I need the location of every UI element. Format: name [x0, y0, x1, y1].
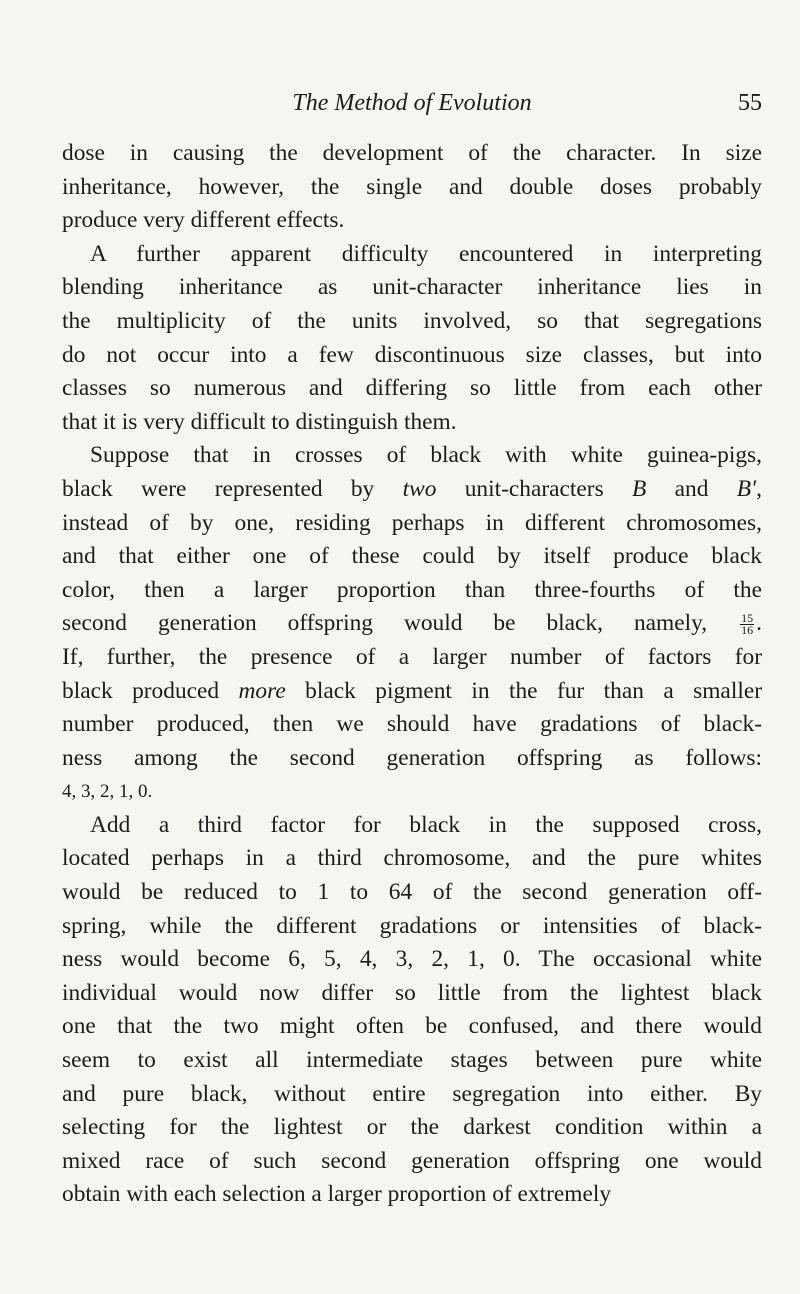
text-line: blending inheritance as unit-character inheritance lies in: [62, 274, 762, 301]
page-header: [62, 90, 762, 126]
text-line: [62, 607, 762, 641]
text-segment: black were represented by: [62, 475, 403, 502]
running-title: The Method of Evolution: [292, 90, 532, 116]
symbol-b: B: [632, 475, 647, 502]
emphasis-two: two: [402, 475, 437, 502]
text-line: inheritance, however, the single and double doses probably: [62, 173, 762, 200]
text-line: the multiplicity of the units involved, so that segregations: [62, 307, 762, 334]
text-line: A further apparent difficulty encountered in interpreting: [90, 240, 762, 267]
page-number: 55: [738, 90, 762, 116]
text-line: do not occur into a few discontinuous size classes, but into: [62, 341, 762, 368]
text-segment: ,: [756, 475, 762, 502]
fraction-numerator: 15: [741, 611, 754, 626]
text-line: 4, 3, 2, 1, 0.: [62, 781, 153, 803]
text-line: selecting for the lightest or the darkest condition within a: [62, 1114, 762, 1141]
text-line: classes so numerous and differing so little from each other: [62, 375, 762, 402]
text-segment: and: [646, 475, 737, 502]
emphasis-more: more: [238, 677, 286, 704]
text-line: produce very different effects.: [62, 207, 345, 234]
text-line: [62, 675, 762, 709]
text-line: Suppose that in crosses of black with white guinea-pigs,: [90, 442, 762, 469]
text-line: mixed race of such second generation offspring one would: [62, 1147, 762, 1174]
text-segment: black pigment in the fur than a smaller: [285, 677, 762, 704]
text-line: number produced, then we should have gradations of black-: [62, 711, 762, 738]
text-segment: second generation offspring would be black, namely,: [62, 610, 739, 637]
text-line: spring, while the different gradations or intensities of black-: [62, 912, 762, 939]
text-line: one that the two might often be confused, and there would: [62, 1013, 762, 1040]
text-line: dose in causing the development of the character. In size: [62, 140, 762, 166]
text-line: ness among the second generation offspring as follows:: [62, 744, 762, 771]
text-line: ness would become 6, 5, 4, 3, 2, 1, 0. The occasional white: [62, 946, 762, 973]
text-line: and pure black, without entire segregation into either. By: [62, 1080, 762, 1107]
text-segment: .: [756, 610, 762, 637]
text-segment: black produced: [62, 677, 239, 704]
fraction-denominator: 16: [741, 623, 754, 638]
text-line: individual would now differ so little from the lightest black: [62, 979, 762, 1006]
text-line: instead of by one, residing perhaps in different chromosomes,: [62, 509, 762, 536]
text-line: Add a third factor for black in the supposed cross,: [90, 811, 762, 838]
body-text: [62, 137, 762, 1212]
symbol-b-prime: B′: [736, 475, 757, 502]
text-line: that it is very difficult to distinguish them.: [62, 408, 457, 435]
text-line: located perhaps in a third chromosome, and the pure whites: [62, 845, 762, 872]
text-line: and that either one of these could by itself produce black: [62, 543, 762, 570]
text-line: obtain with each selection a larger proportion of extremely: [62, 1181, 612, 1208]
text-line: seem to exist all intermediate stages between pure white: [62, 1047, 762, 1074]
text-line: would be reduced to 1 to 64 of the second generation off-: [62, 879, 762, 906]
text-segment: unit-characters: [436, 475, 633, 502]
fraction: [740, 613, 754, 636]
text-line: If, further, the presence of a larger number of factors for: [62, 643, 762, 670]
text-line: [62, 473, 762, 507]
text-line: color, then a larger proportion than three-fourths of the: [62, 576, 762, 603]
